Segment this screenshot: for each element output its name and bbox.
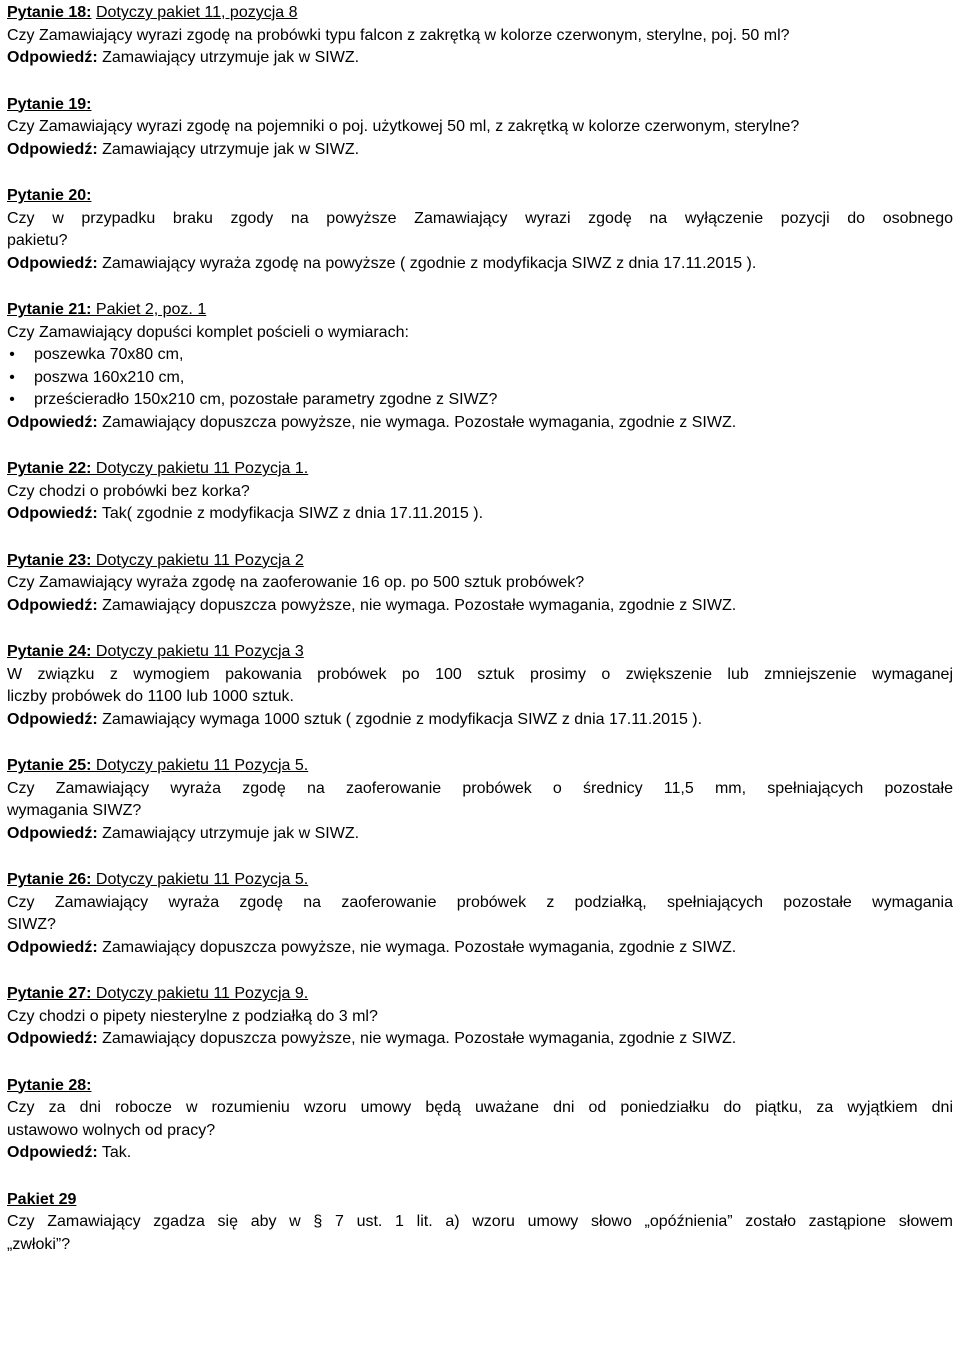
question-24-answer xyxy=(7,709,953,732)
question-28-text-line2: ustawowo wolnych od pracy? xyxy=(7,1121,216,1139)
question-28-text-line1: Czy za dni robocze w rozumieniu wzoru umowy będą uważane dni od poniedziałku do piątku, za wyjątkiem dni xyxy=(7,1099,953,1116)
list-item xyxy=(7,367,953,390)
question-21-title: Pytanie 21: xyxy=(7,301,92,318)
question-26-text-line2: SIWZ? xyxy=(7,916,56,933)
question-26-text-line1: Czy Zamawiający wyraża zgodę na zaoferowanie probówek z podziałką, spełniających pozostałe wymagania xyxy=(7,893,953,911)
question-26-title: Pytanie 26: xyxy=(7,871,92,888)
answer-text: Tak. xyxy=(97,1144,132,1161)
answer-text: Zamawiający utrzymuje jak w SIWZ. xyxy=(97,49,360,66)
question-22 xyxy=(7,458,953,526)
question-24-text-line1: W związku z wymogiem pakowania probówek po 100 sztuk prosimy o zwiększenie lub zmniejszenie wymaganej xyxy=(7,665,953,683)
question-26-subtitle: Dotyczy pakietu 11 Pozycja 5. xyxy=(91,871,309,888)
question-19-text: Czy Zamawiający wyrazi zgodę na pojemniki o poj. użytkowej 50 ml, z zakrętką w kolorze czerwonym, sterylne? xyxy=(7,118,800,135)
list-item-text: prześcieradło 150x210 cm, pozostałe parametry zgodne z SIWZ? xyxy=(34,391,498,408)
question-21-text: Czy Zamawiający dopuści komplet pościeli o wymiarach: xyxy=(7,323,409,341)
answer-label: Odpowiedź: xyxy=(7,505,98,522)
package-29 xyxy=(7,1189,953,1257)
question-28 xyxy=(7,1075,953,1165)
question-23 xyxy=(7,550,953,618)
bullet-icon: • xyxy=(9,391,15,408)
question-20 xyxy=(7,185,953,275)
question-19-title: Pytanie 19: xyxy=(7,95,92,113)
question-22-title: Pytanie 22: xyxy=(7,460,92,477)
question-20-text-line1: Czy w przypadku braku zgody na powyższe Zamawiający wyrazi zgodę na wyłączenie pozycji do osobnego xyxy=(7,209,953,227)
question-26 xyxy=(7,869,953,959)
question-27-title: Pytanie 27: xyxy=(7,985,92,1002)
package-29-text-line2: „zwłoki”? xyxy=(7,1235,71,1253)
question-20-answer xyxy=(7,253,953,276)
answer-label: Odpowiedź: xyxy=(7,596,98,614)
question-26-answer xyxy=(7,937,953,960)
package-29-title: Pakiet 29 xyxy=(7,1190,77,1208)
question-28-title: Pytanie 28: xyxy=(7,1076,92,1094)
answer-label: Odpowiedź: xyxy=(7,413,98,431)
question-25 xyxy=(7,755,953,845)
question-21-header xyxy=(7,299,953,322)
question-24-subtitle: Dotyczy pakietu 11 Pozycja 3 xyxy=(91,643,304,660)
answer-text: Zamawiający utrzymuje jak w SIWZ. xyxy=(97,140,360,158)
question-22-header xyxy=(7,458,953,481)
answer-text: Zamawiający dopuszcza powyższe, nie wymaga. Pozostałe wymagania, zgodnie z SIWZ. xyxy=(97,1030,737,1047)
question-20-text-line2: pakietu? xyxy=(7,232,68,249)
question-25-header xyxy=(7,755,953,778)
question-18-text: Czy Zamawiający wyrazi zgodę na probówki typu falcon z zakrętką w kolorze czerwonym, sterylne, poj. 50 ml? xyxy=(7,26,790,44)
question-18 xyxy=(7,2,953,70)
answer-text: Tak( zgodnie z modyfikacja SIWZ z dnia 17.11.2015 ). xyxy=(97,505,484,522)
question-18-answer xyxy=(7,47,953,70)
answer-label: Odpowiedź: xyxy=(7,938,98,956)
answer-text: Zamawiający wymaga 1000 sztuk ( zgodnie z modyfikacja SIWZ z dnia 17.11.2015 ). xyxy=(97,710,703,728)
question-19-answer xyxy=(7,139,953,162)
question-23-header xyxy=(7,550,953,573)
question-27-answer xyxy=(7,1028,953,1051)
question-25-title: Pytanie 25: xyxy=(7,757,92,774)
answer-text: Zamawiający dopuszcza powyższe, nie wymaga. Pozostałe wymagania, zgodnie z SIWZ. xyxy=(97,938,737,956)
question-19 xyxy=(7,94,953,162)
answer-text: Zamawiający wyraża zgodę na powyższe ( zgodnie z modyfikacja SIWZ z dnia 17.11.2015 ). xyxy=(97,254,757,272)
list-item xyxy=(7,344,953,367)
package-29-header xyxy=(7,1189,953,1212)
question-27-text: Czy chodzi o pipety niesterylne z podziałką do 3 ml? xyxy=(7,1007,378,1025)
question-28-answer xyxy=(7,1142,953,1165)
answer-text: Zamawiający dopuszcza powyższe, nie wymaga. Pozostałe wymagania, zgodnie z SIWZ. xyxy=(97,596,737,614)
question-19-header xyxy=(7,94,953,117)
answer-text: Zamawiający utrzymuje jak w SIWZ. xyxy=(97,824,360,842)
list-item-text: poszwa 160x210 cm, xyxy=(34,368,185,386)
question-18-subtitle: Dotyczy pakiet 11, pozycja 8 xyxy=(95,4,298,21)
question-23-title: Pytanie 23: xyxy=(7,551,92,569)
question-24-header xyxy=(7,641,953,664)
question-25-answer xyxy=(7,823,953,846)
question-23-answer xyxy=(7,595,953,618)
question-25-text-line2: wymagania SIWZ? xyxy=(7,802,142,819)
question-20-title: Pytanie 20: xyxy=(7,187,92,204)
question-21 xyxy=(7,299,953,434)
question-28-header xyxy=(7,1075,953,1098)
question-25-text-line1: Czy Zamawiający wyraża zgodę na zaoferowanie probówek o średnicy 11,5 mm, spełniających pozostałe xyxy=(7,779,953,797)
question-18-header xyxy=(7,2,953,25)
question-27-header xyxy=(7,983,953,1006)
answer-label: Odpowiedź: xyxy=(7,824,98,842)
question-24-text-line2: liczby probówek do 1100 lub 1000 sztuk. xyxy=(7,688,294,705)
question-25-subtitle: Dotyczy pakietu 11 Pozycja 5. xyxy=(91,757,309,774)
answer-label: Odpowiedź: xyxy=(7,254,98,272)
question-27-subtitle: Dotyczy pakietu 11 Pozycja 9. xyxy=(91,985,309,1002)
bullet-icon: • xyxy=(9,368,15,386)
list-item-text: poszewka 70x80 cm, xyxy=(34,346,184,363)
answer-label: Odpowiedź: xyxy=(7,710,98,728)
dimensions-list xyxy=(7,344,953,412)
answer-label: Odpowiedź: xyxy=(7,140,98,158)
question-27 xyxy=(7,983,953,1051)
answer-label: Odpowiedź: xyxy=(7,1144,98,1161)
question-21-answer xyxy=(7,412,953,435)
answer-label: Odpowiedź: xyxy=(7,49,98,66)
question-22-text: Czy chodzi o probówki bez korka? xyxy=(7,482,250,500)
question-18-title: Pytanie 18: xyxy=(7,4,92,21)
answer-text: Zamawiający dopuszcza powyższe, nie wymaga. Pozostałe wymagania, zgodnie z SIWZ. xyxy=(97,413,737,431)
question-22-answer xyxy=(7,503,953,526)
question-26-header xyxy=(7,869,953,892)
question-24 xyxy=(7,641,953,731)
question-23-subtitle: Dotyczy pakietu 11 Pozycja 2 xyxy=(91,551,304,569)
question-22-subtitle: Dotyczy pakietu 11 Pozycja 1. xyxy=(91,460,309,477)
question-23-text: Czy Zamawiający wyraża zgodę na zaoferowanie 16 op. po 500 sztuk probówek? xyxy=(7,574,585,591)
bullet-icon: • xyxy=(9,346,15,363)
question-20-header xyxy=(7,185,953,208)
question-24-title: Pytanie 24: xyxy=(7,643,92,660)
list-item xyxy=(7,389,953,412)
package-29-text-line1: Czy Zamawiający zgadza się aby w § 7 ust. 1 lit. a) wzoru umowy słowo „opóźnienia” zostało zastąpione słowem xyxy=(7,1213,953,1230)
answer-label: Odpowiedź: xyxy=(7,1030,98,1047)
question-21-subtitle: Pakiet 2, poz. 1 xyxy=(91,301,207,318)
